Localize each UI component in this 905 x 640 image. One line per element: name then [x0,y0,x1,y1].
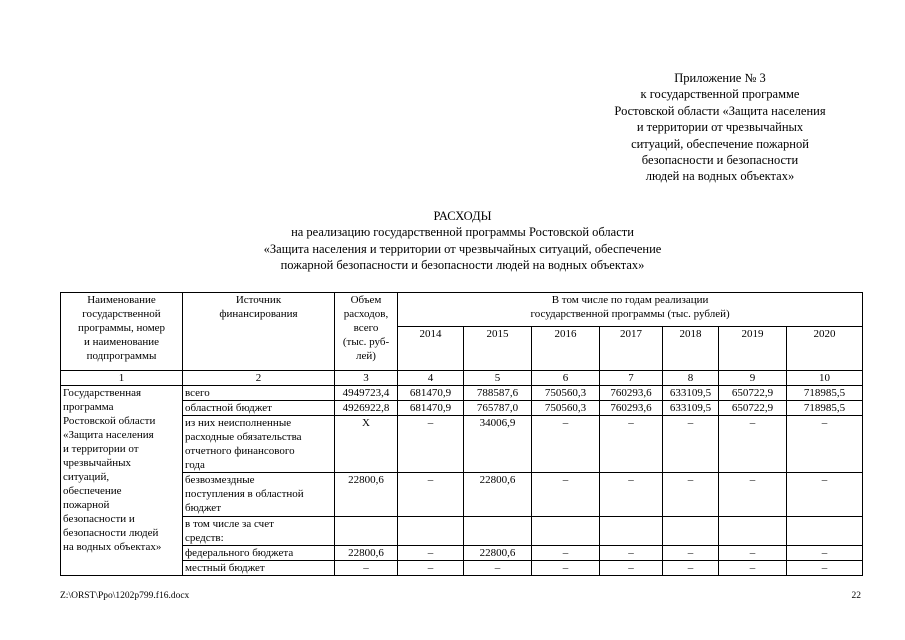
page-number: 22 [851,591,861,601]
header-years-group: В том числе по годам реализации государственной программы (тыс. рублей) [398,293,863,327]
source-cell: безвозмездные поступления в областной бюджет [183,473,335,517]
appendix-line: Приложение № 3 [674,71,766,85]
source-cell: федерального бюджета [183,546,335,561]
appendix-line: безопасности и безопасности [641,153,799,168]
table-row: федерального бюджета 22800,6 – 22800,6 – – – – – [61,546,863,561]
header-year: 2016 [532,327,600,371]
document-heading [160,208,765,274]
header-year: 2018 [663,327,719,371]
heading-line: на реализацию государственной программы Ростовской области [291,225,634,240]
table-row: Государственная программа Ростовской области «Защита населения и территории от чрезвычайных ситуаций, обеспечение пожарной безопасности и безопасности людей на водных объектах» всего 4949723,4 681470,9 788587,6 750560,3 760293,6 633109,5 650722,9 718985,5 [61,386,863,401]
header-year: 2017 [600,327,663,371]
appendix-note [560,70,880,185]
source-cell: областной бюджет [183,401,335,416]
expenses-table [60,292,863,576]
heading-line: «Защита населения и территории от чрезвычайных ситуаций, обеспечение [263,241,662,256]
header-year: 2020 [787,327,863,371]
table-row: безвозмездные поступления в областной бюджет 22800,6 – 22800,6 – – – – – [61,473,863,517]
header-program-name: Наименование государственной программы, номер и наименование подпрограммы [61,293,183,371]
source-cell: в том числе за счет средств: [183,517,335,546]
header-year: 2019 [719,327,787,371]
source-cell: всего [183,386,335,401]
appendix-line: к государственной программе [640,87,800,102]
heading-line: пожарной безопасности и безопасности людей на водных объектах» [280,258,645,273]
source-cell: из них неисполненные расходные обязательства отчетного финансового года [183,416,335,473]
header-funding-source: Источник финансирования [183,293,335,371]
source-cell: местный бюджет [183,561,335,576]
appendix-line: и территории от чрезвычайных [636,120,804,135]
column-numbers-row: 1 2 3 4 5 6 7 8 9 10 [61,371,863,386]
header-year: 2015 [464,327,532,371]
program-name-cell: Государственная программа Ростовской области «Защита населения и территории от чрезвычайных ситуаций, обеспечение пожарной безопасности и безопасности людей на водных объектах» [61,386,183,576]
appendix-line: людей на водных объектах» [645,169,795,184]
header-year: 2014 [398,327,464,371]
heading-title: РАСХОДЫ [433,209,492,223]
table-row: областной бюджет 4926922,8 681470,9 765787,0 750560,3 760293,6 633109,5 650722,9 718985,5 [61,401,863,416]
table-row: местный бюджет – – – – – – – – [61,561,863,576]
table-row: из них неисполненные расходные обязательства отчетного финансового года X – 34006,9 – – – – – [61,416,863,473]
file-path-footer: Z:\ORST\Ppo\1202p799.f16.docx [60,591,190,601]
header-total-volume: Объем расходов, всего (тыс. руб- лей) [335,293,398,371]
appendix-line: Ростовской области «Защита населения [614,103,826,118]
appendix-line: ситуаций, обеспечение пожарной [631,136,809,151]
